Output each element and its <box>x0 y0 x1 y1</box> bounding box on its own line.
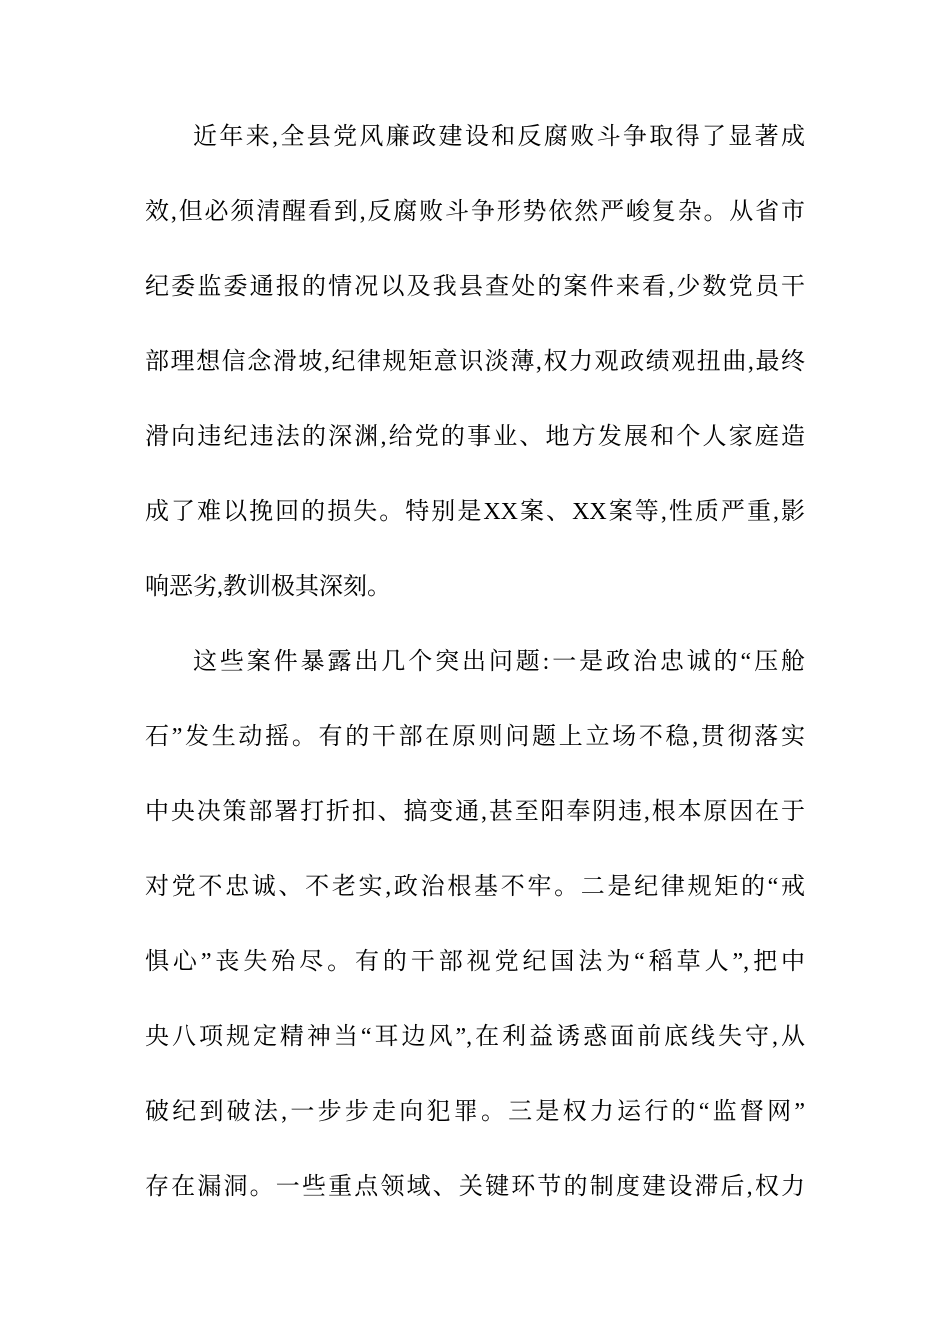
document-body <box>145 100 805 1225</box>
text-line: 滑向违纪违法的深渊,给党的事业、地方发展和个人家庭造 <box>145 424 805 450</box>
text-line: 近年来,全县党风廉政建设和反腐败斗争取得了显著成 <box>193 124 805 150</box>
text-line: 部理想信念滑坡,纪律规矩意识淡薄,权力观政绩观扭曲,最终 <box>145 349 805 375</box>
text-line: 中央决策部署打折扣、搞变通,甚至阳奉阴违,根本原因在于 <box>145 799 805 825</box>
text-line: 破纪到破法,一步步走向犯罪。三是权力运行的“监督网” <box>145 1099 805 1125</box>
text-line: 央八项规定精神当“耳边风”,在利益诱惑面前底线失守,从 <box>145 1024 805 1050</box>
text-line: 石”发生动摇。有的干部在原则问题上立场不稳,贯彻落实 <box>145 724 805 750</box>
text-line: 这些案件暴露出几个突出问题:一是政治忠诚的“压舱 <box>193 649 805 675</box>
text-line: 纪委监委通报的情况以及我县查处的案件来看,少数党员干 <box>145 274 805 300</box>
text-line: 成了难以挽回的损失。特别是XX案、XX案等,性质严重,影 <box>145 499 805 525</box>
text-line: 惧心”丧失殆尽。有的干部视党纪国法为“稻草人”,把中 <box>145 949 805 975</box>
text-line: 效,但必须清醒看到,反腐败斗争形势依然严峻复杂。从省市 <box>145 199 805 225</box>
text-line: 对党不忠诚、不老实,政治根基不牢。二是纪律规矩的“戒 <box>145 874 805 900</box>
text-line: 存在漏洞。一些重点领域、关键环节的制度建设滞后,权力 <box>145 1174 805 1200</box>
text-line: 响恶劣,教训极其深刻。 <box>145 574 391 600</box>
